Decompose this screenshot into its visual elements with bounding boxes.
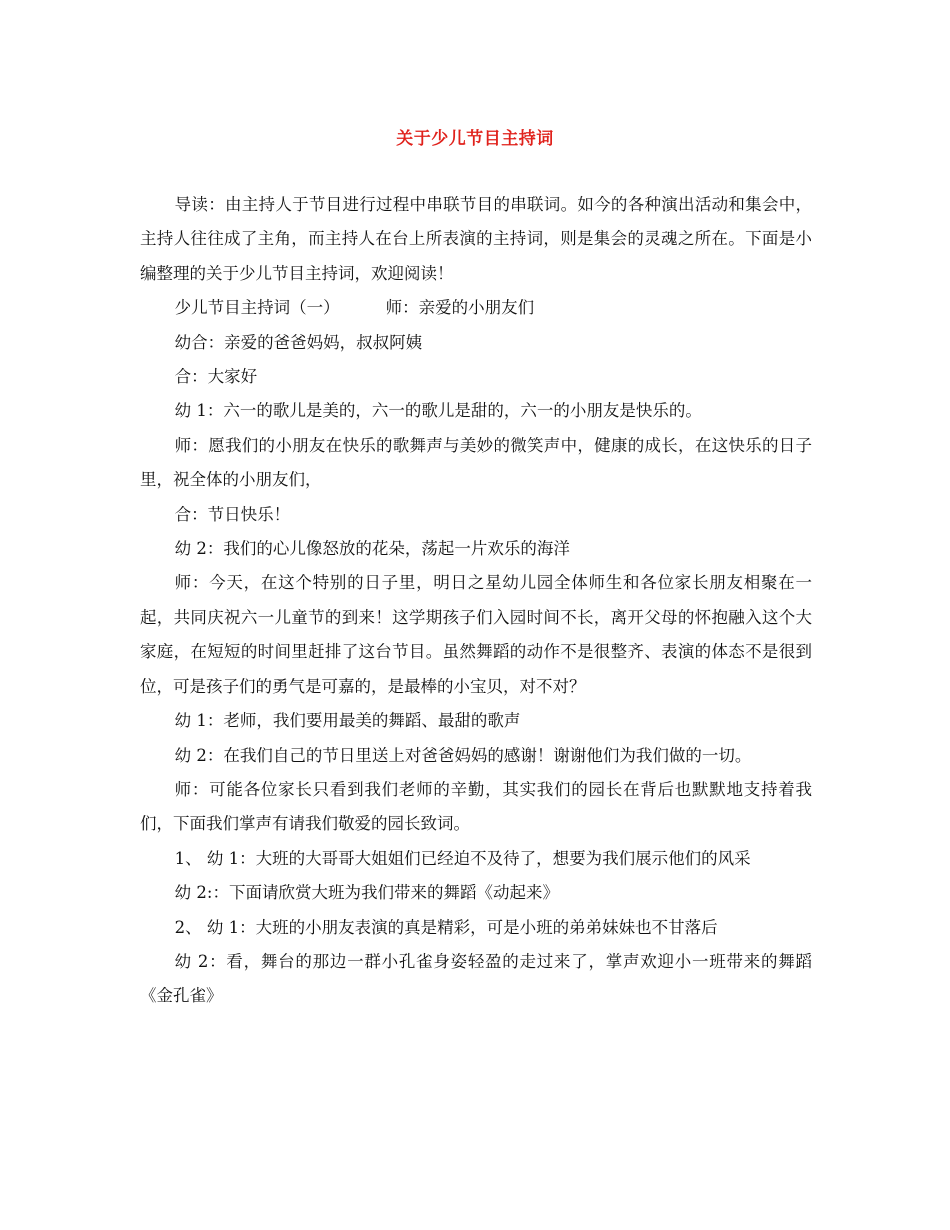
- section-heading-line: [140, 291, 812, 325]
- paragraph: 2、 幼 1：大班的小朋友表演的真是精彩，可是小班的弟弟妹妹也不甘落后: [174, 917, 718, 937]
- paragraph: 幼 2：在我们自己的节日里送上对爸爸妈妈的感谢！谢谢他们为我们做的一切。: [174, 745, 752, 765]
- paragraph: 幼 2:：下面请欣赏大班为我们带来的舞蹈《动起来》: [174, 883, 559, 903]
- document-title: 关于少儿节目主持词: [396, 129, 554, 149]
- section-heading: 少儿节目主持词（一）: [174, 298, 340, 318]
- paragraph: 合：节日快乐！: [174, 504, 291, 524]
- paragraph: 师：今天，在这个特别的日子里，明日之星幼儿园全体师生和各位家长朋友相聚在一起，共同庆祝六一儿童节的到来！这学期孩子们入园时间不长，离开父母的怀抱融入这个大家庭，在短短的时间里赶排了这台节目。虽然舞蹈的动作不是很整齐、表演的体态不是很到位，可是孩子们的勇气是可嘉的，是最棒的小宝贝，对不对？: [140, 573, 812, 696]
- document-body: [140, 188, 812, 1014]
- paragraph: 幼合：亲爱的爸爸妈妈，叔叔阿姨: [174, 332, 423, 352]
- paragraph: 幼 1：老师，我们要用最美的舞蹈、最甜的歌声: [174, 711, 521, 731]
- paragraph: 合：大家好: [174, 367, 258, 387]
- section-first-line: 师：亲爱的小朋友们: [385, 298, 535, 318]
- paragraph: 幼 1：六一的歌儿是美的，六一的歌儿是甜的，六一的小朋友是快乐的。: [174, 401, 702, 421]
- paragraph: 幼 2：我们的心儿像怒放的花朵，荡起一片欢乐的海洋: [174, 539, 570, 559]
- paragraph: 师：愿我们的小朋友在快乐的歌舞声与美妙的微笑声中，健康的成长，在这快乐的日子里，祝全体的小朋友们，: [140, 435, 812, 490]
- paragraph: 幼 2：看，舞台的那边一群小孔雀身姿轻盈的走过来了，掌声欢迎小一班带来的舞蹈《金孔雀》: [140, 951, 812, 1006]
- intro-paragraph: 导读：由主持人于节目进行过程中串联节目的串联词。如今的各种演出活动和集会中，主持人往往成了主角，而主持人在台上所表演的主持词，则是集会的灵魂之所在。下面是小编整理的关于少儿节目主持词，欢迎阅读！: [140, 195, 812, 283]
- paragraph: 1、 幼 1：大班的大哥哥大姐姐们已经迫不及待了，想要为我们展示他们的风采: [174, 848, 751, 868]
- paragraph: 师：可能各位家长只看到我们老师的辛勤，其实我们的园长在背后也默默地支持着我们，下面我们掌声有请我们敬爱的园长致词。: [140, 779, 812, 834]
